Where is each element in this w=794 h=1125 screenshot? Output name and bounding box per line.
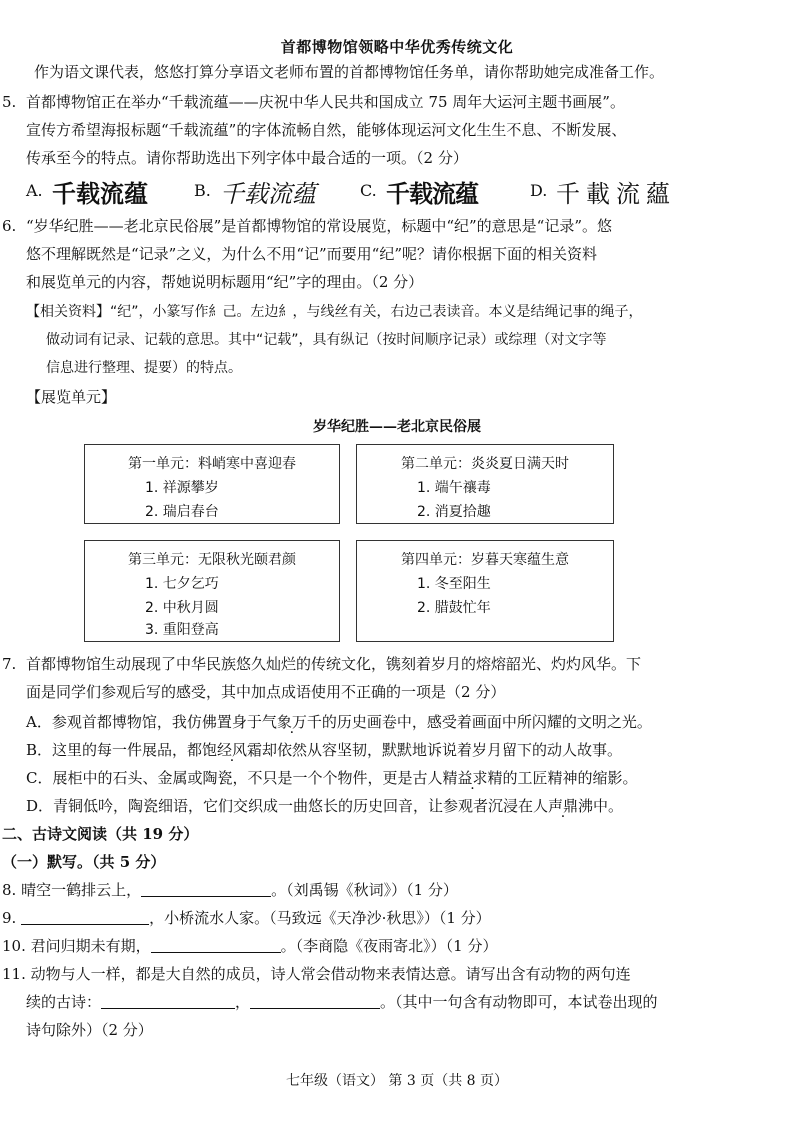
q7-option-a: A．参观首都博物馆，我仿佛置身于气象万千的历史画卷中，感受着画面中所闪耀的文明之光。 bbox=[26, 713, 652, 731]
q10: 10. 君问归期未有期， 。（李商隐《夜雨寄北》）（1 分） bbox=[2, 937, 498, 955]
q7-number: 7. bbox=[2, 655, 17, 673]
unit-3-item-3: 3. 重阳登高 bbox=[145, 622, 219, 638]
exhibit-title: 岁华纪胜——老北京民俗展 bbox=[313, 419, 481, 435]
q6-number: 6. bbox=[2, 217, 17, 235]
q5-line-2: 宣传方希望海报标题“千载流蕴”的字体流畅自然，能够体现运河文化生生不息、不断发展、 bbox=[26, 121, 627, 139]
q6-ref-line-2: 做动词有记录、记载的意思。其中“记载”，具有纵记（按时间顺序记录）或综理（对文字等 bbox=[46, 332, 607, 348]
unit-2-title: 第二单元：炎炎夏日满天时 bbox=[401, 456, 569, 472]
intro-text: 作为语文课代表，悠悠打算分享语文老师布置的首都博物馆任务单，请你帮助她完成准备工作。 bbox=[34, 63, 665, 81]
q5-option-b-label: B. bbox=[194, 181, 211, 200]
q11-line-1: 11. 动物与人一样，都是大自然的成员，诗人常会借动物来表情达意。请写出含有动物的两句连 bbox=[2, 965, 631, 983]
q7-a-dotted-idiom: 气象万千 bbox=[261, 713, 322, 731]
unit-4-item-1: 1. 冬至阳生 bbox=[417, 576, 491, 592]
q5-option-a-sample: 千载流蕴 bbox=[52, 180, 148, 208]
q7-c-dotted-idiom: 精益求精 bbox=[442, 769, 503, 787]
q5-option-c-label: C. bbox=[360, 181, 377, 200]
unit-box-1 bbox=[84, 444, 340, 524]
unit-4-item-2: 2. 腊鼓忙年 bbox=[417, 600, 491, 616]
unit-2-item-1: 1. 端午禳毒 bbox=[417, 480, 491, 496]
q11-line-3: 诗句除外）（2 分） bbox=[26, 1021, 153, 1039]
unit-3-title: 第三单元：无限秋光颐君颜 bbox=[128, 552, 296, 568]
page-footer: 七年级（语文） 第 3 页（共 8 页） bbox=[285, 1073, 509, 1089]
q9-answer-blank[interactable] bbox=[21, 908, 149, 925]
q6-ref-line-3: 信息进行整理、提要）的特点。 bbox=[46, 360, 242, 376]
q5-number: 5. bbox=[2, 93, 17, 111]
page-title: 首都博物馆领略中华优秀传统文化 bbox=[280, 38, 514, 56]
q7-option-d: D．青铜低吟，陶瓷细语，它们交织成一曲悠长的历史回音，让参观者沉浸在人声鼎沸中。 bbox=[26, 797, 624, 815]
q7-d-dotted-idiom: 人声鼎沸 bbox=[533, 797, 594, 815]
q6-line-1: “岁华纪胜——老北京民俗展”是首都博物馆的常设展览，标题中“纪”的意思是“记录”。悠 bbox=[26, 217, 613, 235]
q6-line-3: 和展览单元的内容，帮她说明标题用“纪”字的理由。（2 分） bbox=[26, 273, 424, 291]
q7-b-dotted-idiom: 饱经风霜 bbox=[202, 741, 263, 759]
unit-3-item-2: 2. 中秋月圆 bbox=[145, 600, 219, 616]
q8-answer-blank[interactable] bbox=[141, 880, 271, 897]
unit-1-item-1: 1. 祥源攀岁 bbox=[145, 480, 219, 496]
q5-option-d-sample: 千載流蘊 bbox=[556, 180, 676, 208]
q7-option-b: B．这里的每一件展品，都饱经风霜却依然从容坚韧，默默地诉说着岁月留下的动人故事。 bbox=[26, 741, 623, 759]
q8: 8. 晴空一鹤排云上， 。（刘禹锡《秋词》）（1 分） bbox=[2, 881, 458, 899]
unit-2-item-2: 2. 消夏拾趣 bbox=[417, 504, 491, 520]
q5-option-a-label: A. bbox=[26, 181, 43, 200]
q7-line-1: 首都博物馆生动展现了中华民族悠久灿烂的传统文化，镌刻着岁月的熔熔韶光、灼灼风华。下 bbox=[26, 655, 642, 673]
unit-3-item-1: 1. 七夕乞巧 bbox=[145, 576, 219, 592]
unit-1-title: 第一单元：料峭寒中喜迎春 bbox=[128, 456, 296, 472]
q7-line-2: 面是同学们参观后写的感受，其中加点成语使用不正确的一项是（2 分） bbox=[26, 683, 506, 701]
q11-answer-blank-1[interactable] bbox=[101, 992, 235, 1009]
unit-box-3 bbox=[84, 540, 340, 642]
q9: 9. ，小桥流水人家。（马致远《天净沙·秋思》）（1 分） bbox=[2, 909, 491, 927]
q11-line-2: 续的古诗： ， 。（其中一句含有动物即可，本试卷出现的 bbox=[26, 993, 658, 1011]
q5-option-d-label: D. bbox=[530, 181, 548, 200]
q5-option-b-sample: 千载流蕴 bbox=[220, 180, 316, 208]
q7-option-c: C．展柜中的石头、金属或陶瓷，不只是一个个物件，更是古人精益求精的工匠精神的缩影。 bbox=[26, 769, 638, 787]
unit-1-item-2: 2. 瑞启春台 bbox=[145, 504, 219, 520]
q6-line-2: 悠不理解既然是“记录”之义，为什么不用“记”而要用“纪”呢？请你根据下面的相关资料 bbox=[26, 245, 598, 263]
unit-box-2 bbox=[356, 444, 614, 524]
q5-line-3: 传承至今的特点。请你帮助选出下列字体中最合适的一项。（2 分） bbox=[26, 149, 468, 167]
unit-4-title: 第四单元：岁暮天寒蕴生意 bbox=[401, 552, 569, 568]
q5-option-c-sample: 千载流蕴 bbox=[386, 180, 478, 208]
q6-ref-line-1: 【相关资料】“纪”，小篆写作糹己。左边糹，与线丝有关，右边己表读音。本义是结绳记事的绳子， bbox=[26, 304, 643, 320]
q6-units-label: 【展览单元】 bbox=[26, 388, 117, 406]
unit-box-4 bbox=[356, 540, 614, 642]
q10-answer-blank[interactable] bbox=[151, 936, 281, 953]
q5-line-1: 首都博物馆正在举办“千载流蕴——庆祝中华人民共和国成立 75 周年大运河主题书画展”。 bbox=[26, 93, 625, 111]
q11-answer-blank-2[interactable] bbox=[250, 992, 380, 1009]
subsection-1-heading: （一）默写。（共 5 分） bbox=[2, 853, 166, 871]
section-2-heading: 二、古诗文阅读（共 19 分） bbox=[2, 825, 199, 843]
